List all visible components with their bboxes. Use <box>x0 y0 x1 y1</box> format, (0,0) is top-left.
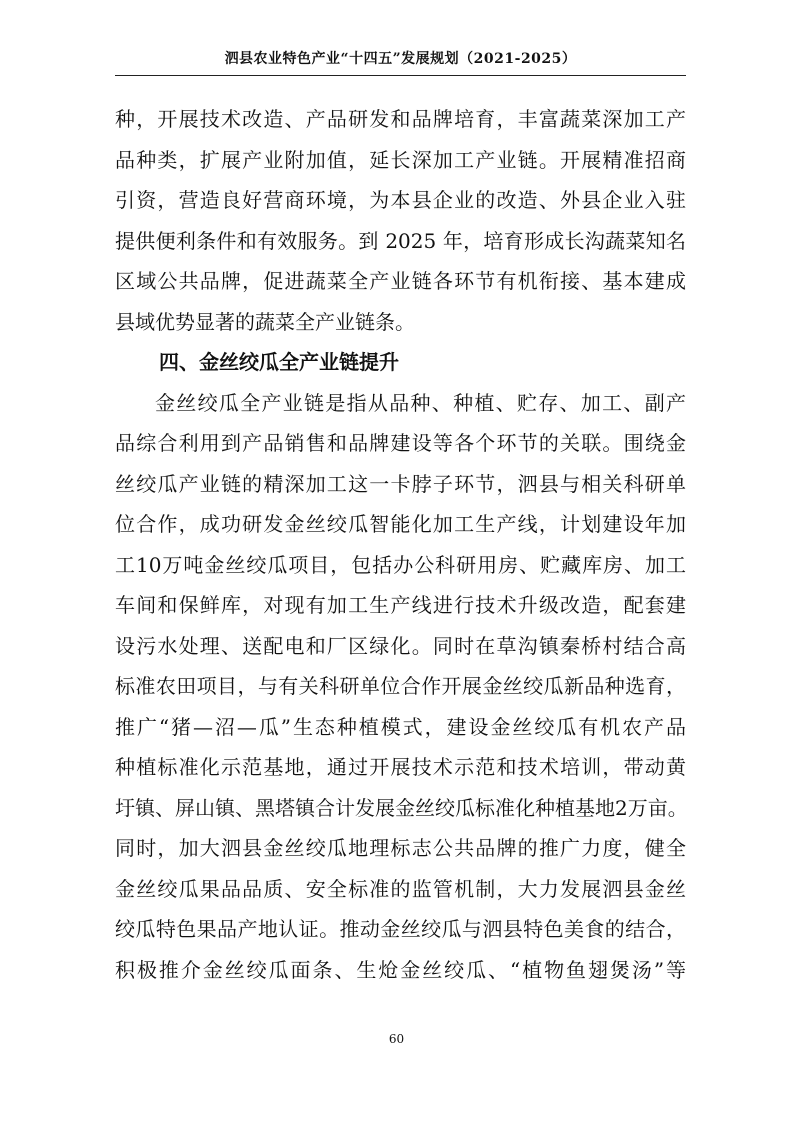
text-line: 提供便利条件和有效服务。到 2025 年，培育形成长沟蔬菜知名 <box>115 228 686 253</box>
text-line: 区域公共品牌，促进蔬菜全产业链各环节有机衔接、基本建成 <box>115 269 686 293</box>
page-number: 60 <box>388 1032 405 1046</box>
text-line: 积极推介金丝绞瓜面条、生炝金丝绞瓜、“植物鱼翅煲汤”等 <box>115 957 686 982</box>
text-line: 绞瓜特色果品产地认证。推动金丝绞瓜与泗县特色美食的结合， <box>115 917 686 941</box>
text-line: 品种类，扩展产业附加值，延长深加工产业链。开展精准招商 <box>115 147 686 172</box>
running-header: 泗县农业特色产业“十四五”发展规划（2021-2025） <box>224 51 577 67</box>
header-rule <box>115 75 686 76</box>
text-line: 金丝绞瓜果品品质、安全标准的监管机制，大力发展泗县金丝 <box>115 876 686 901</box>
text-line: 种植标准化示范基地，通过开展技术示范和技术培训，带动黄 <box>115 755 686 779</box>
text-line: 标准农田项目，与有关科研单位合作开展金丝绞瓜新品种选育， <box>115 674 686 698</box>
text-line: 引资，营造良好营商环境，为本县企业的改造、外县企业入驻 <box>115 188 686 212</box>
body-text <box>115 99 686 990</box>
text-line: 位合作，成功研发金丝绞瓜智能化加工生产线，计划建设年加 <box>115 512 686 536</box>
text-line: 种，开展技术改造、产品研发和品牌培育，丰富蔬菜深加工产 <box>115 107 686 131</box>
text-line: 推广“猪—沼—瓜”生态种植模式，建设金丝绞瓜有机农产品 <box>115 714 686 739</box>
text-line: 工10万吨金丝绞瓜项目，包括办公科研用房、贮藏库房、加工 <box>115 552 686 577</box>
text-line: 设污水处理、送配电和厂区绿化。同时在草沟镇秦桥村结合高 <box>115 633 686 658</box>
paragraph <box>115 99 686 342</box>
paragraph <box>115 383 686 991</box>
text-line: 金丝绞瓜全产业链是指从品种、种植、贮存、加工、副产 <box>155 390 686 415</box>
section-heading: 四、金丝绞瓜全产业链提升 <box>159 350 399 374</box>
text-line: 品综合利用到产品销售和品牌建设等各个环节的关联。围绕金 <box>115 431 686 455</box>
text-line: 县域优势显著的蔬菜全产业链条。 <box>115 309 415 334</box>
text-line: 车间和保鲜库，对现有加工生产线进行技术升级改造，配套建 <box>115 593 686 617</box>
text-line: 丝绞瓜产业链的精深加工这一卡脖子环节，泗县与相关科研单 <box>115 471 686 496</box>
text-line: 圩镇、屏山镇、黑塔镇合计发展金丝绞瓜标准化种植基地2万亩。 <box>115 795 688 820</box>
text-line: 同时，加大泗县金丝绞瓜地理标志公共品牌的推广力度，健全 <box>115 836 686 860</box>
